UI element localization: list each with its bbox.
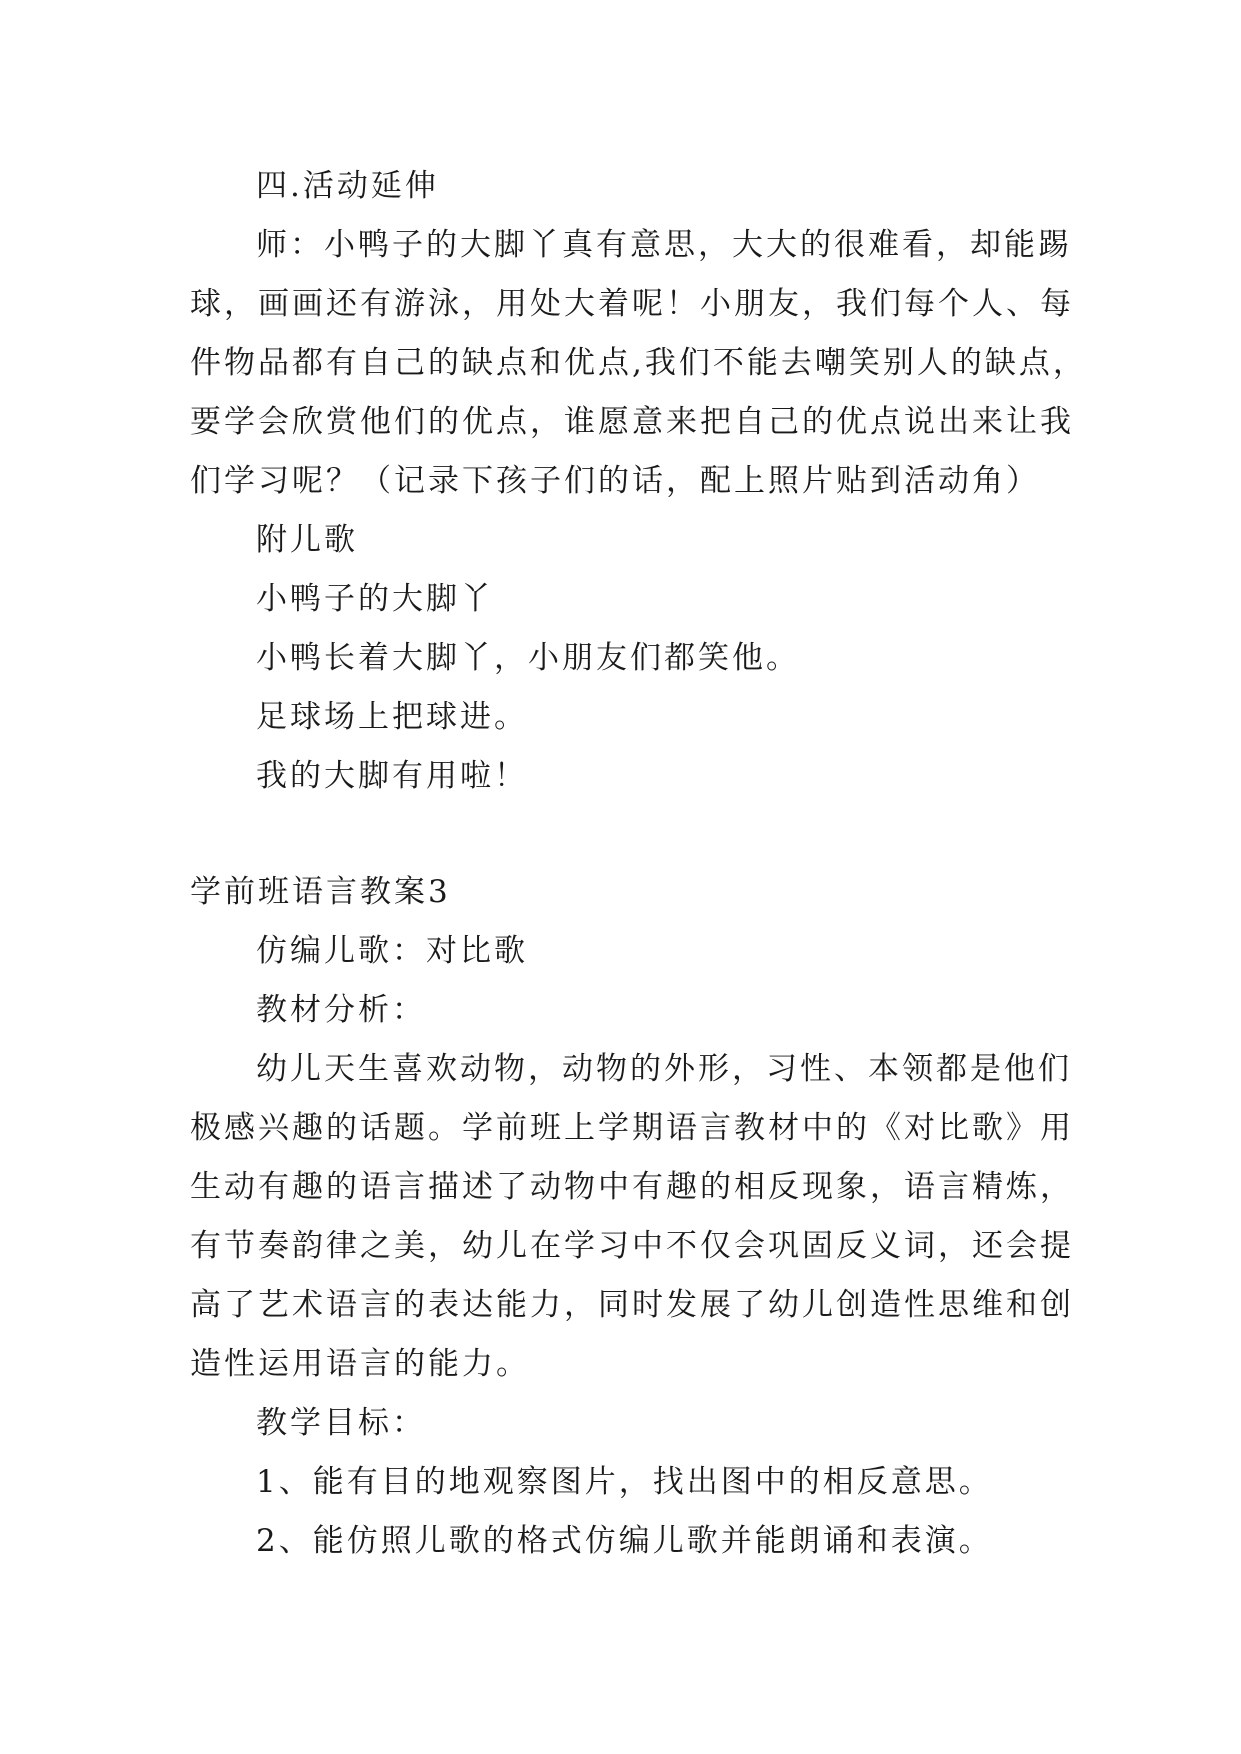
- poem-line: 我的大脚有用啦！: [256, 758, 528, 794]
- paragraph-line: 要学会欣赏他们的优点，谁愿意来把自己的优点说出来让我: [190, 404, 1074, 440]
- paragraph-line: 有节奏韵律之美，幼儿在学习中不仅会巩固反义词，还会提: [190, 1228, 1074, 1264]
- goal-item: 1、能有目的地观察图片，找出图中的相反意思。: [256, 1464, 993, 1500]
- analysis-heading: 教材分析：: [256, 992, 426, 1028]
- appendix-label: 附儿歌: [256, 522, 358, 558]
- poem-title: 小鸭子的大脚丫: [256, 581, 494, 617]
- paragraph-line: 高了艺术语言的表达能力，同时发展了幼儿创造性思维和创: [190, 1287, 1074, 1323]
- paragraph-line: 师：小鸭子的大脚丫真有意思，大大的很难看，却能踢: [256, 227, 1072, 263]
- paragraph-line: 生动有趣的语言描述了动物中有趣的相反现象，语言精炼，: [190, 1169, 1074, 1205]
- goal-item: 2、能仿照儿歌的格式仿编儿歌并能朗诵和表演。: [256, 1523, 993, 1559]
- poem-line: 足球场上把球进。: [256, 699, 528, 735]
- lesson-title: 学前班语言教案3: [190, 874, 451, 910]
- poem-line: 小鸭长着大脚丫，小朋友们都笑他。: [256, 640, 800, 676]
- goals-heading: 教学目标：: [256, 1405, 426, 1441]
- lesson-subtitle: 仿编儿歌：对比歌: [256, 933, 528, 969]
- section-heading: 四.活动延伸: [256, 168, 439, 204]
- paragraph-line: 件物品都有自己的缺点和优点,我们不能去嘲笑别人的缺点，: [190, 345, 1087, 381]
- paragraph-line: 造性运用语言的能力。: [190, 1346, 530, 1382]
- paragraph-line: 幼儿天生喜欢动物，动物的外形，习性、本领都是他们: [256, 1051, 1072, 1087]
- paragraph-line: 们学习呢？（记录下孩子们的话，配上照片贴到活动角）: [190, 463, 1040, 499]
- paragraph-line: 极感兴趣的话题。学前班上学期语言教材中的《对比歌》用: [190, 1110, 1074, 1146]
- paragraph-line: 球，画画还有游泳，用处大着呢！小朋友，我们每个人、每: [190, 286, 1074, 322]
